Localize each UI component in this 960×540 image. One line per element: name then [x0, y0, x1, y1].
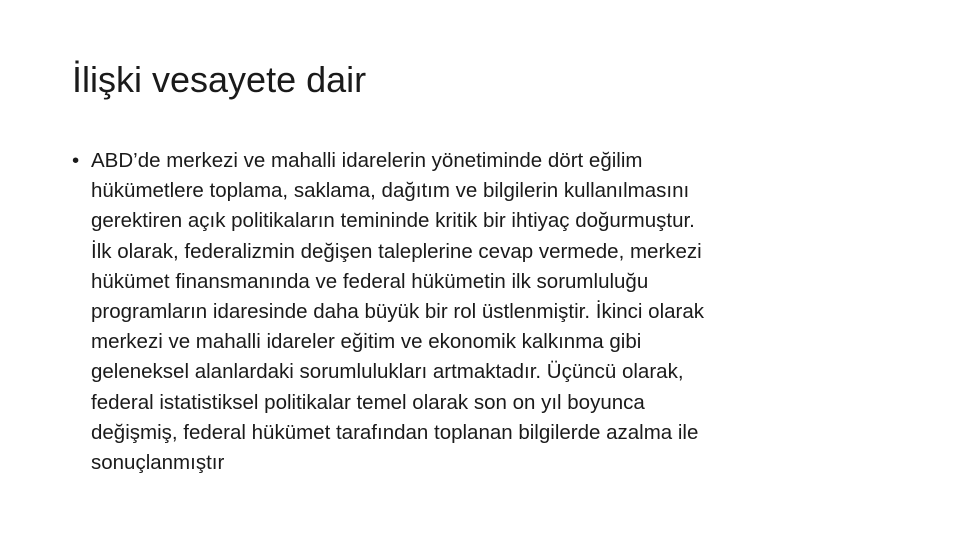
- bullet-text-line: hükümet finansmanında ve federal hükümetin ilk sorumluluğu: [91, 269, 649, 293]
- slide-title: İlişki vesayete dair: [72, 59, 367, 100]
- bullet-text-line: İlk olarak, federalizmin değişen taleplerine cevap vermede, merkezi: [91, 239, 702, 263]
- bullet-text-line: ABD’de merkezi ve mahalli idarelerin yönetiminde dört eğilim: [91, 149, 643, 172]
- bullet-text-line: sonuçlanmıştır: [91, 451, 225, 475]
- bullet-marker: •: [72, 149, 80, 172]
- bullet-text-line: merkezi ve mahalli idareler eğitim ve ekonomik kalkınma gibi: [91, 330, 642, 354]
- bullet-list: [72, 146, 882, 478]
- bullet-text-line: değişmiş, federal hükümet tarafından toplanan bilgilerde azalma ile: [91, 420, 699, 444]
- bullet-text-line: geleneksel alanlardaki sorumlulukları artmaktadır. Üçüncü olarak,: [91, 360, 684, 384]
- bullet-text-line: federal istatistiksel politikalar temel olarak son on yıl boyunca: [91, 390, 645, 414]
- bullet-text-line: hükümetlere toplama, saklama, dağıtım ve bilgilerin kullanılmasını: [91, 179, 690, 203]
- bullet-text-line: gerektiren açık politikaların temininde kritik bir ihtiyaç doğurmuştur.: [91, 209, 695, 233]
- bullet-item: [72, 146, 882, 478]
- bullet-text-line: programların idaresinde daha büyük bir rol üstlenmiştir. İkinci olarak: [91, 300, 705, 324]
